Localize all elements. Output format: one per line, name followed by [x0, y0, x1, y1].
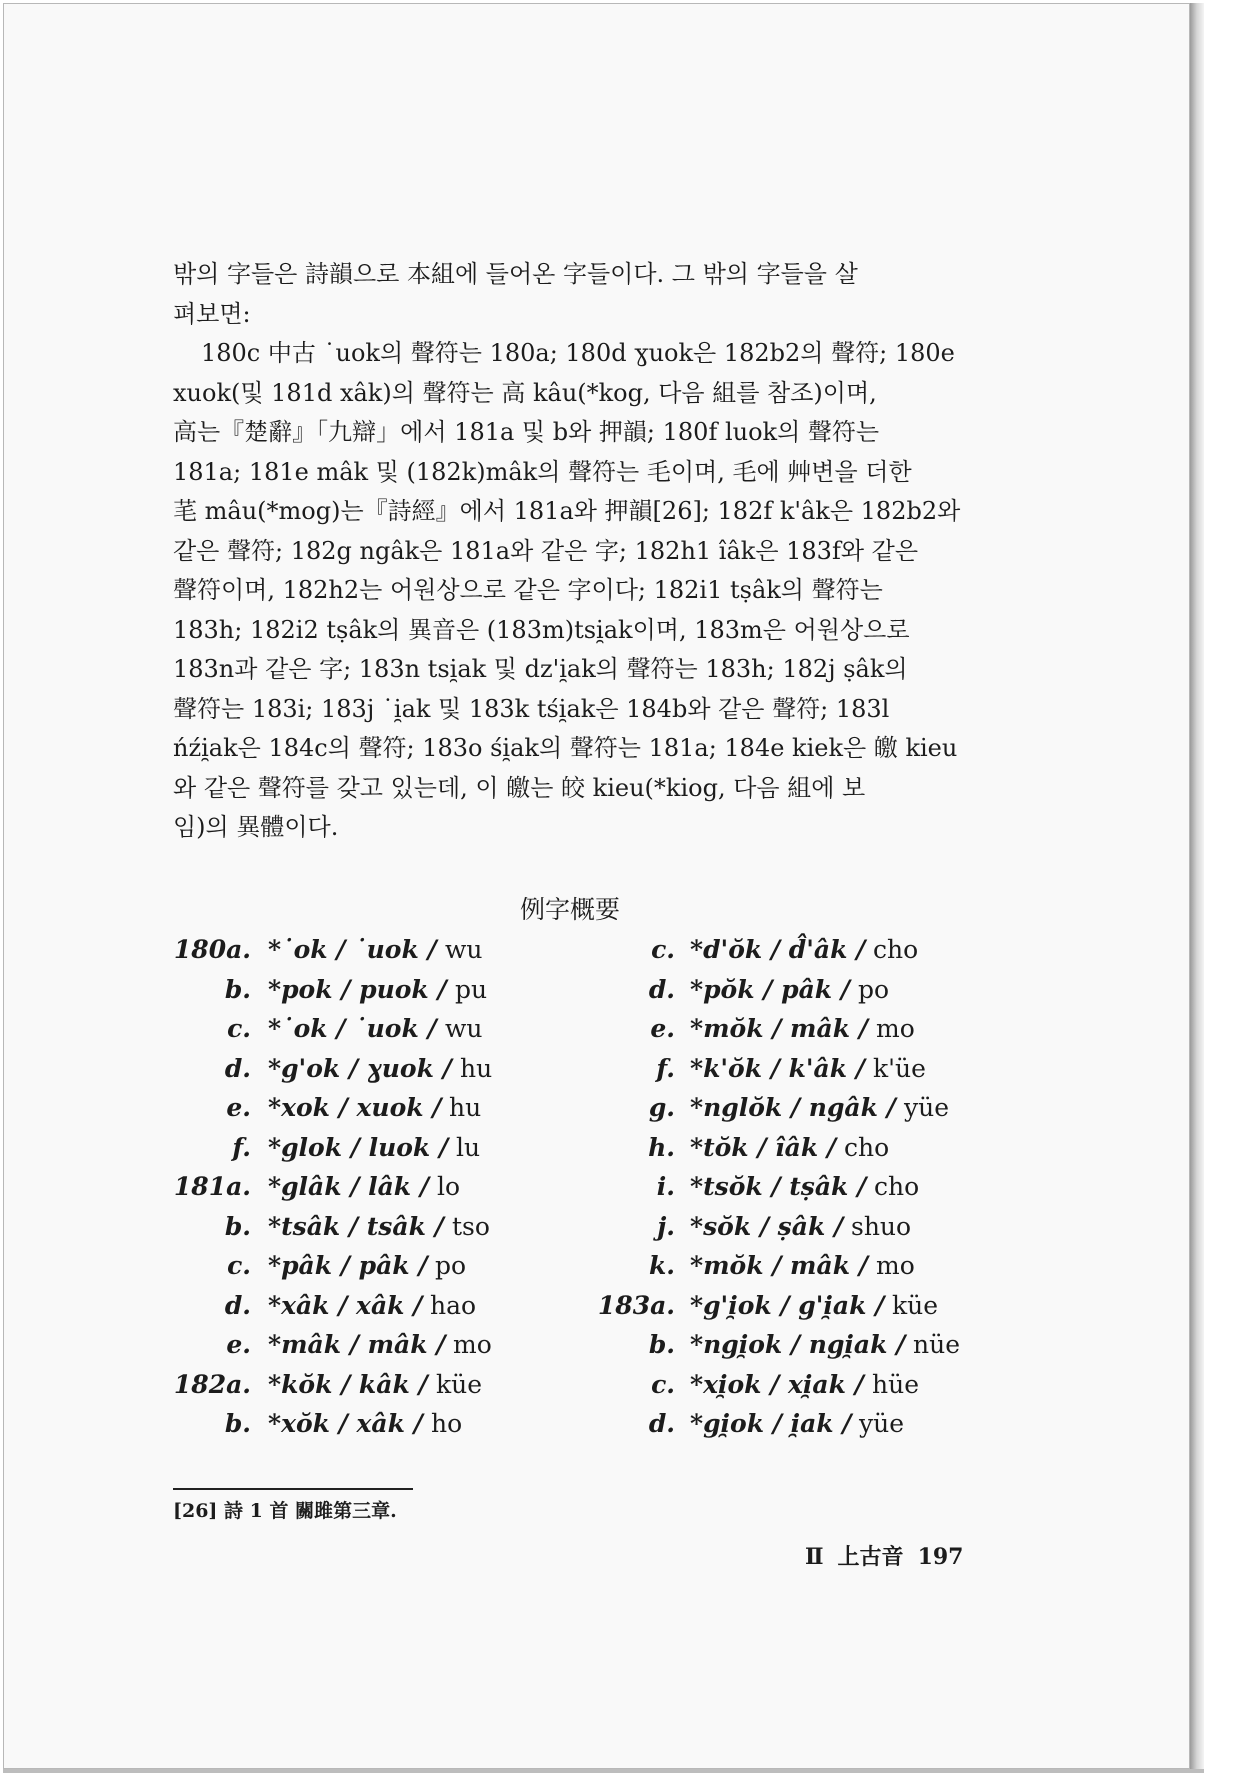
modern-reading: lu — [456, 1132, 481, 1162]
paragraph-line: 밖의 字들은 詩韻으로 本組에 들어온 字들이다. 그 밖의 字들을 살 — [173, 260, 858, 288]
page-edge-shadow — [1190, 3, 1204, 1769]
example-number: c. — [651, 1369, 675, 1399]
reconstructed-form: *nglŏk / ngâk / — [690, 1093, 896, 1122]
example-number: f. — [232, 1132, 251, 1162]
reconstructed-form: *mŏk / mâk / — [690, 1014, 868, 1043]
paragraph-line: xuok(및 181d xâk)의 聲符는 高 kâu(*kog, 다음 組를 참조)이며, — [173, 378, 877, 407]
example-number: h. — [648, 1132, 675, 1162]
example-row — [173, 1011, 553, 1047]
reconstructed-form: *xŏk / xâk / — [268, 1409, 423, 1438]
reconstructed-form: *xi̯ok / xi̯ak / — [690, 1369, 864, 1399]
reconstructed-form: *xâk / xâk / — [268, 1290, 423, 1320]
reconstructed-form: *ngi̯ok / ngi̯ak / — [690, 1330, 906, 1359]
example-row — [173, 1367, 553, 1403]
example-number: b. — [224, 1409, 251, 1438]
example-row — [590, 1209, 970, 1245]
modern-reading: cho — [844, 1132, 890, 1162]
page-header — [805, 1540, 978, 1571]
example-number: 183a. — [597, 1290, 675, 1320]
example-number: d. — [224, 1290, 251, 1320]
modern-reading: shuo — [851, 1211, 912, 1241]
example-row — [173, 932, 553, 968]
example-row — [173, 1169, 553, 1205]
reconstructed-form: *kŏk / kâk / — [268, 1369, 428, 1399]
examples-right-column — [590, 932, 970, 1438]
modern-reading: hu — [449, 1093, 482, 1122]
paragraph-line: 高는『楚辭』「九辯」에서 181a 및 b와 押韻; 180f luok의 聲符는 — [173, 418, 880, 446]
footnote: [26] 詩 1 首 關雎第三章. — [173, 1500, 397, 1522]
example-row — [590, 1130, 970, 1166]
example-number: f. — [656, 1053, 675, 1083]
example-row — [590, 1367, 970, 1403]
reconstructed-form: *tsâk / tsâk / — [268, 1211, 444, 1241]
modern-reading: po — [435, 1251, 467, 1280]
page-number: 197 — [917, 1544, 964, 1570]
example-number: b. — [224, 1211, 251, 1241]
example-row — [590, 1248, 970, 1284]
modern-reading: cho — [873, 935, 919, 964]
example-row — [173, 972, 553, 1008]
example-number: b. — [224, 974, 251, 1004]
reconstructed-form: *glok / luok / — [268, 1132, 449, 1162]
reconstructed-form: *glâk / lâk / — [268, 1172, 429, 1201]
paragraph-line: 芼 mâu(*mog)는『詩經』에서 181a와 押韻[26]; 182f k'âk은 182b2와 — [173, 497, 961, 525]
example-number: 180a. — [173, 935, 251, 964]
reconstructed-form: *pok / puok / — [268, 974, 447, 1004]
part-number: Ⅱ — [805, 1544, 824, 1570]
reconstructed-form: *mŏk / mâk / — [690, 1251, 868, 1280]
reconstructed-form: *sŏk / ṣâk / — [690, 1211, 844, 1241]
paragraph-line: 와 같은 聲符를 갖고 있는데, 이 皦는 皎 kieu(*kiog, 다음 組에 보 — [173, 773, 866, 802]
examples-left-column — [173, 932, 553, 1438]
example-row — [590, 1169, 970, 1205]
paragraph-line: 181a; 181e mâk 및 (182k)mâk의 聲符는 毛이며, 毛에 艸변을 더한 — [173, 457, 912, 486]
paragraph-line: 183n과 같은 字; 183n tsi̯ak 및 dz'i̯ak의 聲符는 183h; 182j ṣâk의 — [173, 655, 908, 683]
modern-reading: hao — [430, 1290, 477, 1320]
paragraph-line: 같은 聲符; 182g ngâk은 181a와 같은 字; 182h1 îâk은 183f와 같은 — [173, 536, 919, 565]
example-row — [590, 932, 970, 968]
modern-reading: pu — [455, 974, 488, 1004]
example-row — [173, 1209, 553, 1245]
example-number: e. — [650, 1014, 675, 1043]
example-number: k. — [648, 1251, 675, 1280]
example-row — [173, 1090, 553, 1126]
reconstructed-form: *tsŏk / tṣâk / — [690, 1172, 867, 1201]
reconstructed-form: *˙ok / ˙uok / — [268, 1014, 437, 1043]
example-number: c. — [227, 1251, 251, 1280]
reconstructed-form: *tŏk / îâk / — [690, 1132, 837, 1162]
modern-reading: yüe — [904, 1093, 950, 1122]
modern-reading: yüe — [859, 1409, 905, 1438]
reconstructed-form: *g'i̯ok / g'i̯ak / — [690, 1290, 885, 1320]
example-number: 182a. — [173, 1369, 251, 1399]
modern-reading: mo — [876, 1014, 915, 1043]
modern-reading: hüe — [872, 1369, 919, 1399]
modern-reading: k'üe — [873, 1053, 926, 1083]
page-bottom-shadow — [3, 1769, 1204, 1773]
example-number: e. — [226, 1093, 251, 1122]
example-number: j. — [657, 1211, 675, 1241]
example-row — [173, 1130, 553, 1166]
reconstructed-form: *˙ok / ˙uok / — [268, 935, 437, 964]
modern-reading: wu — [445, 935, 483, 964]
example-row — [173, 1288, 553, 1324]
paragraph-line: 180c 中古 ˙uok의 聲符는 180a; 180d ɣuok은 182b2의 聲符; 180e — [201, 339, 955, 367]
modern-reading: lo — [437, 1172, 461, 1201]
example-number: c. — [651, 935, 675, 964]
example-number: c. — [227, 1014, 251, 1043]
example-number: 181a. — [173, 1172, 251, 1201]
paragraph-line: 펴보면: — [173, 299, 251, 328]
example-row — [173, 1051, 553, 1087]
paragraph-line: ńźi̯ak은 184c의 聲符; 183o śi̯ak의 聲符는 181a; 184e kiek은 皦 kieu — [173, 734, 958, 762]
modern-reading: wu — [445, 1014, 483, 1043]
modern-reading: tso — [452, 1211, 490, 1241]
modern-reading: po — [858, 974, 890, 1004]
reconstructed-form: *pŏk / pâk / — [690, 974, 850, 1004]
reconstructed-form: *d'ŏk / d̂'âk / — [690, 935, 866, 964]
example-row — [590, 1090, 970, 1126]
reconstructed-form: *pâk / pâk / — [268, 1251, 428, 1280]
reconstructed-form: *xok / xuok / — [268, 1093, 442, 1122]
modern-reading: nüe — [913, 1330, 960, 1359]
body-paragraph — [173, 255, 985, 848]
example-number: g. — [648, 1093, 675, 1122]
paragraph-line: 聲符는 183i; 183j ˙i̯ak 및 183k tśi̯ak은 184b와 같은 聲符; 183l — [173, 694, 890, 723]
example-row — [173, 1327, 553, 1363]
example-row — [173, 1248, 553, 1284]
reconstructed-form: *g'ok / ɣuok / — [268, 1053, 452, 1083]
section-title: 例字概要 — [520, 895, 621, 924]
reconstructed-form: *k'ŏk / k'âk / — [690, 1053, 865, 1083]
modern-reading: küe — [892, 1290, 939, 1320]
modern-reading: mo — [453, 1330, 492, 1359]
paragraph-line: 임)의 異體이다. — [173, 813, 339, 841]
modern-reading: ho — [431, 1409, 463, 1438]
modern-reading: mo — [876, 1251, 915, 1280]
example-number: d. — [648, 1409, 675, 1438]
example-number: i. — [656, 1172, 675, 1201]
example-row — [590, 972, 970, 1008]
paragraph-line: 183h; 182i2 tṣâk의 異音은 (183m)tsi̯ak이며, 183m은 어원상으로 — [173, 615, 910, 644]
modern-reading: küe — [436, 1369, 483, 1399]
example-number: b. — [648, 1330, 675, 1359]
example-number: d. — [648, 974, 675, 1004]
reconstructed-form: *mâk / mâk / — [268, 1330, 446, 1359]
footnote-rule — [173, 1488, 413, 1490]
modern-reading: cho — [874, 1172, 920, 1201]
chapter-title: 上古音 — [837, 1544, 904, 1570]
example-row — [590, 1288, 970, 1324]
example-number: d. — [224, 1053, 251, 1083]
reconstructed-form: *gi̯ok / i̯ak / — [690, 1409, 852, 1438]
example-number: e. — [226, 1330, 251, 1359]
example-row — [590, 1406, 970, 1442]
modern-reading: hu — [460, 1053, 493, 1083]
example-row — [590, 1327, 970, 1363]
example-row — [590, 1011, 970, 1047]
paragraph-line: 聲符이며, 182h2는 어원상으로 같은 字이다; 182i1 tṣâk의 聲符는 — [173, 576, 883, 604]
example-row — [590, 1051, 970, 1087]
example-row — [173, 1406, 553, 1442]
